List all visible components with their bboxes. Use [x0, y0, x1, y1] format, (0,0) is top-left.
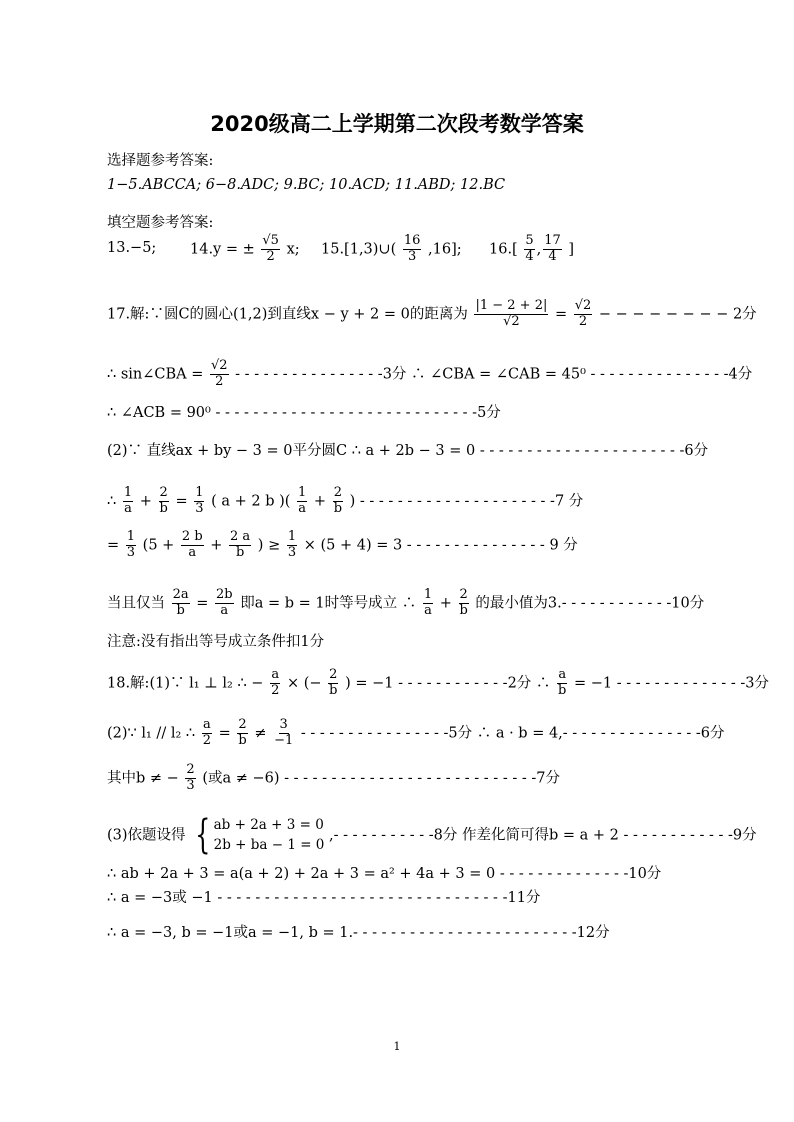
- s17-l5-frac-2-den: b: [159, 500, 168, 516]
- mc-answers: 1−5.ABCCA; 6−8.ADC; 9.BC; 10.ACD; 11.ABD; 12.BC: [107, 177, 506, 193]
- s18-line-1: [107, 668, 769, 699]
- s17-l2-den: 2: [215, 373, 224, 389]
- s17-l5-frac-2: [159, 486, 169, 517]
- s18-l3-score: (或a ≠ −6) - - - - - - - - - - - - - - - - - - - - - - - - - - -7分: [202, 770, 560, 787]
- q16-fraction-2: [543, 234, 562, 265]
- s18-l2-frac-2-num: 2: [238, 717, 247, 732]
- s17-l5-mid: ( a + 2 b )(: [211, 493, 291, 510]
- s18-l2-frac-2: [237, 718, 247, 749]
- s18-l3-frac-1: [185, 763, 195, 794]
- s17-l7-plus: +: [439, 595, 452, 612]
- s17-l1-fraction-1: [474, 299, 548, 330]
- s17-l1-score: − − − − − − − − 2分: [598, 306, 757, 323]
- left-brace-icon: {: [195, 812, 211, 859]
- s17-note: 注意:没有指出等号成立条件扣1分: [107, 634, 325, 650]
- q16-num-1: 5: [525, 233, 534, 248]
- s17-l1-num-1: |1 − 2 + 2|: [475, 298, 548, 313]
- s17-l7-frac-2-den: a: [220, 602, 229, 618]
- s17-l1-den-1: √2: [503, 313, 520, 329]
- q14-prefix: 14.y = ±: [190, 241, 255, 258]
- s17-line-4: (2)∵ 直线ax + by − 3 = 0平分圆C ∴ a + 2b − 3 = 0 - - - - - - - - - - - - - - - - - - - - - -6分: [107, 443, 709, 459]
- s17-l7-frac-2: [215, 588, 234, 619]
- q16-prefix: 16.[: [489, 241, 518, 258]
- s18-l1-frac-3-den: b: [558, 682, 567, 698]
- s17-l6-frac-2: [181, 530, 204, 561]
- s18-l2-frac-3-num: 3: [279, 717, 288, 732]
- q15-prefix: 15.[1,3)∪(: [321, 241, 397, 258]
- s17-l2-score: - - - - - - - - - - - - - - - -3分 ∴ ∠CBA = ∠CAB = 45⁰ - - - - - - - - - - - - - - -4分: [235, 366, 753, 383]
- s17-l7-frac-1: [172, 588, 190, 619]
- s17-l2-text: ∴ sin∠CBA =: [107, 366, 204, 383]
- s17-l7-text: 当且仅当: [107, 595, 165, 612]
- s17-l5-plus-2: +: [313, 493, 327, 510]
- s17-l6-frac-3-num: 2 a: [230, 529, 251, 544]
- s17-l7-frac-4: [458, 588, 468, 619]
- s17-l2-num: √2: [211, 358, 228, 373]
- s17-l1-den-2: 2: [578, 313, 588, 329]
- q16-den-1: 4: [525, 248, 534, 264]
- s17-l7-frac-1-num: 2a: [172, 587, 189, 602]
- s17-l7-mid: 即a = b = 1时等号成立 ∴: [240, 595, 417, 612]
- q14-num: √5: [262, 233, 279, 248]
- s17-l7-frac-3-den: a: [424, 602, 432, 618]
- s17-l6-frac-3-den: b: [235, 544, 245, 560]
- s18-l1-frac-1-num: a: [271, 667, 280, 682]
- s18-line-2: [107, 718, 725, 749]
- s17-line-1: [107, 299, 757, 330]
- s18-l1-mid: × (−: [286, 675, 322, 692]
- s17-l6-frac-2-den: a: [188, 544, 197, 560]
- s18-l4-eq-1: ab + 2a + 3 = 0: [213, 817, 324, 833]
- s17-l5-frac-3-num: 1: [195, 485, 204, 500]
- s18-l2-frac-3: [273, 718, 294, 749]
- s18-l1-frac-2-den: b: [329, 682, 338, 698]
- s17-l6-eq: =: [107, 537, 120, 554]
- s17-l7-frac-2-num: 2b: [216, 587, 233, 602]
- s18-line-6: ∴ a = −3或 −1 - - - - - - - - - - - - - - - - - - - - - - - - - - - - - - -11分: [107, 890, 541, 906]
- s18-l1-frac-2: [328, 668, 338, 699]
- s18-l2-frac-1-den: 2: [202, 732, 211, 748]
- s17-l2-fraction: [210, 359, 229, 390]
- s17-l5-frac-4-num: 1: [298, 485, 307, 500]
- s17-l6-frac-3: [229, 530, 251, 561]
- q15-fraction: [403, 234, 422, 265]
- s17-l5-frac-5-num: 2: [333, 485, 342, 500]
- s17-l6-frac-2-num: 2 b: [181, 529, 203, 544]
- s18-l1-text: 18.解:(1)∵ l₁ ⊥ l₂ ∴ −: [107, 675, 264, 692]
- s17-l1-num-2: √2: [574, 298, 592, 313]
- q15-den: 3: [407, 248, 417, 264]
- s18-l1-frac-3-num: a: [558, 667, 567, 682]
- s18-l4-text: (3)依题设得: [107, 827, 186, 844]
- s17-l6-frac-1-num: 1: [126, 529, 136, 544]
- s18-l3-frac-1-den: 3: [186, 777, 195, 793]
- s18-l2-frac-2-den: b: [238, 732, 247, 748]
- s17-l7-frac-3: [423, 588, 433, 619]
- s18-l3-text: 其中b ≠ −: [107, 770, 179, 787]
- q15-suffix: ,16];: [428, 241, 462, 258]
- s17-l5-frac-5-den: b: [333, 500, 343, 516]
- page-title: 2020级高二上学期第二次段考数学答案: [210, 112, 584, 136]
- s18-l2-eq: =: [218, 725, 231, 742]
- s17-l5-score: ) - - - - - - - - - - - - - - - - - - - - -7 分: [349, 493, 584, 510]
- s18-l1-frac-1: [270, 668, 280, 699]
- s17-l5-frac-1-den: a: [124, 500, 132, 516]
- s18-l1-frac-3: [557, 668, 567, 699]
- s17-l7-frac-4-num: 2: [459, 587, 468, 602]
- s18-l3-frac-1-num: 2: [186, 762, 195, 777]
- s17-l5-eq: =: [175, 493, 188, 510]
- s17-l7-eq: =: [196, 595, 209, 612]
- s17-l6-plus: +: [210, 537, 223, 554]
- q14-answer: [190, 234, 300, 265]
- q16-suffix: ]: [568, 241, 575, 258]
- s17-l5-frac-1: [123, 486, 133, 517]
- s17-l7-score: 的最小值为3.- - - - - - - - - - - -10分: [475, 595, 705, 612]
- s18-l1-score: = −1 - - - - - - - - - - - - - -3分: [573, 675, 769, 692]
- s17-line-7: [107, 588, 704, 619]
- q13-answer: 13.−5;: [107, 240, 157, 256]
- s18-l4-score: ,- - - - - - - - - - -8分 作差化简可得b = a + 2 - - - - - - - - - - - -9分: [329, 827, 757, 844]
- s17-line-2: [107, 359, 752, 390]
- s17-l6-score: × (5 + 4) = 3 - - - - - - - - - - - - - - - 9 分: [303, 537, 578, 554]
- s18-l4-system: [190, 812, 325, 859]
- s18-line-4: [107, 812, 757, 859]
- s17-line-5: [107, 486, 583, 517]
- s17-l6-frac-4: [287, 530, 297, 561]
- s18-l2-text: (2)∵ l₁ // l₂ ∴: [107, 725, 196, 742]
- s17-l1-fraction-2: [574, 299, 593, 330]
- s18-l2-frac-1: [202, 718, 212, 749]
- s17-l5-frac-2-num: 2: [159, 485, 168, 500]
- s17-l5-therefore: ∴: [107, 493, 117, 510]
- q15-answer: [321, 234, 462, 265]
- s17-l6-frac-4-den: 3: [287, 544, 297, 560]
- s17-l7-frac-1-den: b: [176, 602, 185, 618]
- s17-l5-plus: +: [139, 493, 152, 510]
- q16-answer: 16.[ $\frac{5}{4}$ , $\frac{17}{4}$ ]: [489, 233, 575, 264]
- s18-line-5: ∴ ab + 2a + 3 = a(a + 2) + 2a + 3 = a² + 4a + 3 = 0 - - - - - - - - - - - - - -10分: [107, 866, 662, 882]
- s18-l1-frac-1-den: 2: [271, 682, 280, 698]
- q16-den-2: 4: [548, 248, 557, 264]
- s17-l5-frac-4: [297, 486, 307, 517]
- s18-l2-frac-3-den: −1: [274, 732, 294, 748]
- s17-l7-frac-4-den: b: [459, 602, 468, 618]
- s17-l1-text: 17.解:∵圆C的圆心(1,2)到直线x − y + 2 = 0的距离为: [107, 306, 468, 323]
- s17-l5-frac-4-den: a: [298, 500, 307, 516]
- s18-line-7: ∴ a = −3, b = −1或a = −1, b = 1.- - - - - - - - - - - - - - - - - - - - - - - -12分: [107, 925, 610, 941]
- s18-line-3: [107, 763, 560, 794]
- s17-l1-eq: =: [554, 306, 568, 323]
- s17-line-3: ∴ ∠ACB = 90⁰ - - - - - - - - - - - - - - - - - - - - - - - - - - - -5分: [107, 405, 501, 421]
- s18-l2-ne: ≠: [254, 725, 267, 742]
- s18-l2-frac-1-num: a: [202, 717, 211, 732]
- s18-l1-frac-2-num: 2: [329, 667, 338, 682]
- s17-l6-frac-1-den: 3: [126, 544, 136, 560]
- s17-l5-frac-5: [333, 486, 343, 517]
- s17-l5-frac-3-den: 3: [195, 500, 204, 516]
- page-number: 1: [393, 1040, 401, 1053]
- mc-label: 选择题参考答案:: [107, 153, 214, 169]
- s17-l6-mid: (5 +: [142, 537, 175, 554]
- s17-l6-ge: ) ≥: [257, 537, 281, 554]
- s17-l5-frac-1-num: 1: [123, 485, 133, 500]
- q16-fraction-1: [524, 234, 534, 265]
- s17-l6-frac-1: [126, 530, 136, 561]
- q14-suffix: x;: [286, 241, 300, 258]
- q14-fraction: [261, 234, 280, 265]
- s18-l4-eq-2: 2b + ba − 1 = 0: [213, 837, 325, 854]
- fill-label: 填空题参考答案:: [107, 215, 214, 231]
- s18-l1-mid-2: ) = −1 - - - - - - - - - - - -2分 ∴: [345, 675, 551, 692]
- q15-num: 16: [403, 233, 421, 248]
- s18-l2-score: - - - - - - - - - - - - - - - -5分 ∴ a · b = 4,- - - - - - - - - - - - - - -6分: [300, 725, 725, 742]
- q16-num-2: 17: [544, 233, 561, 248]
- q14-den: 2: [266, 248, 275, 264]
- s17-l5-frac-3: [194, 486, 204, 517]
- s17-line-6: [107, 530, 578, 561]
- s17-l7-frac-3-num: 1: [423, 587, 433, 602]
- s17-l6-frac-4-num: 1: [287, 529, 297, 544]
